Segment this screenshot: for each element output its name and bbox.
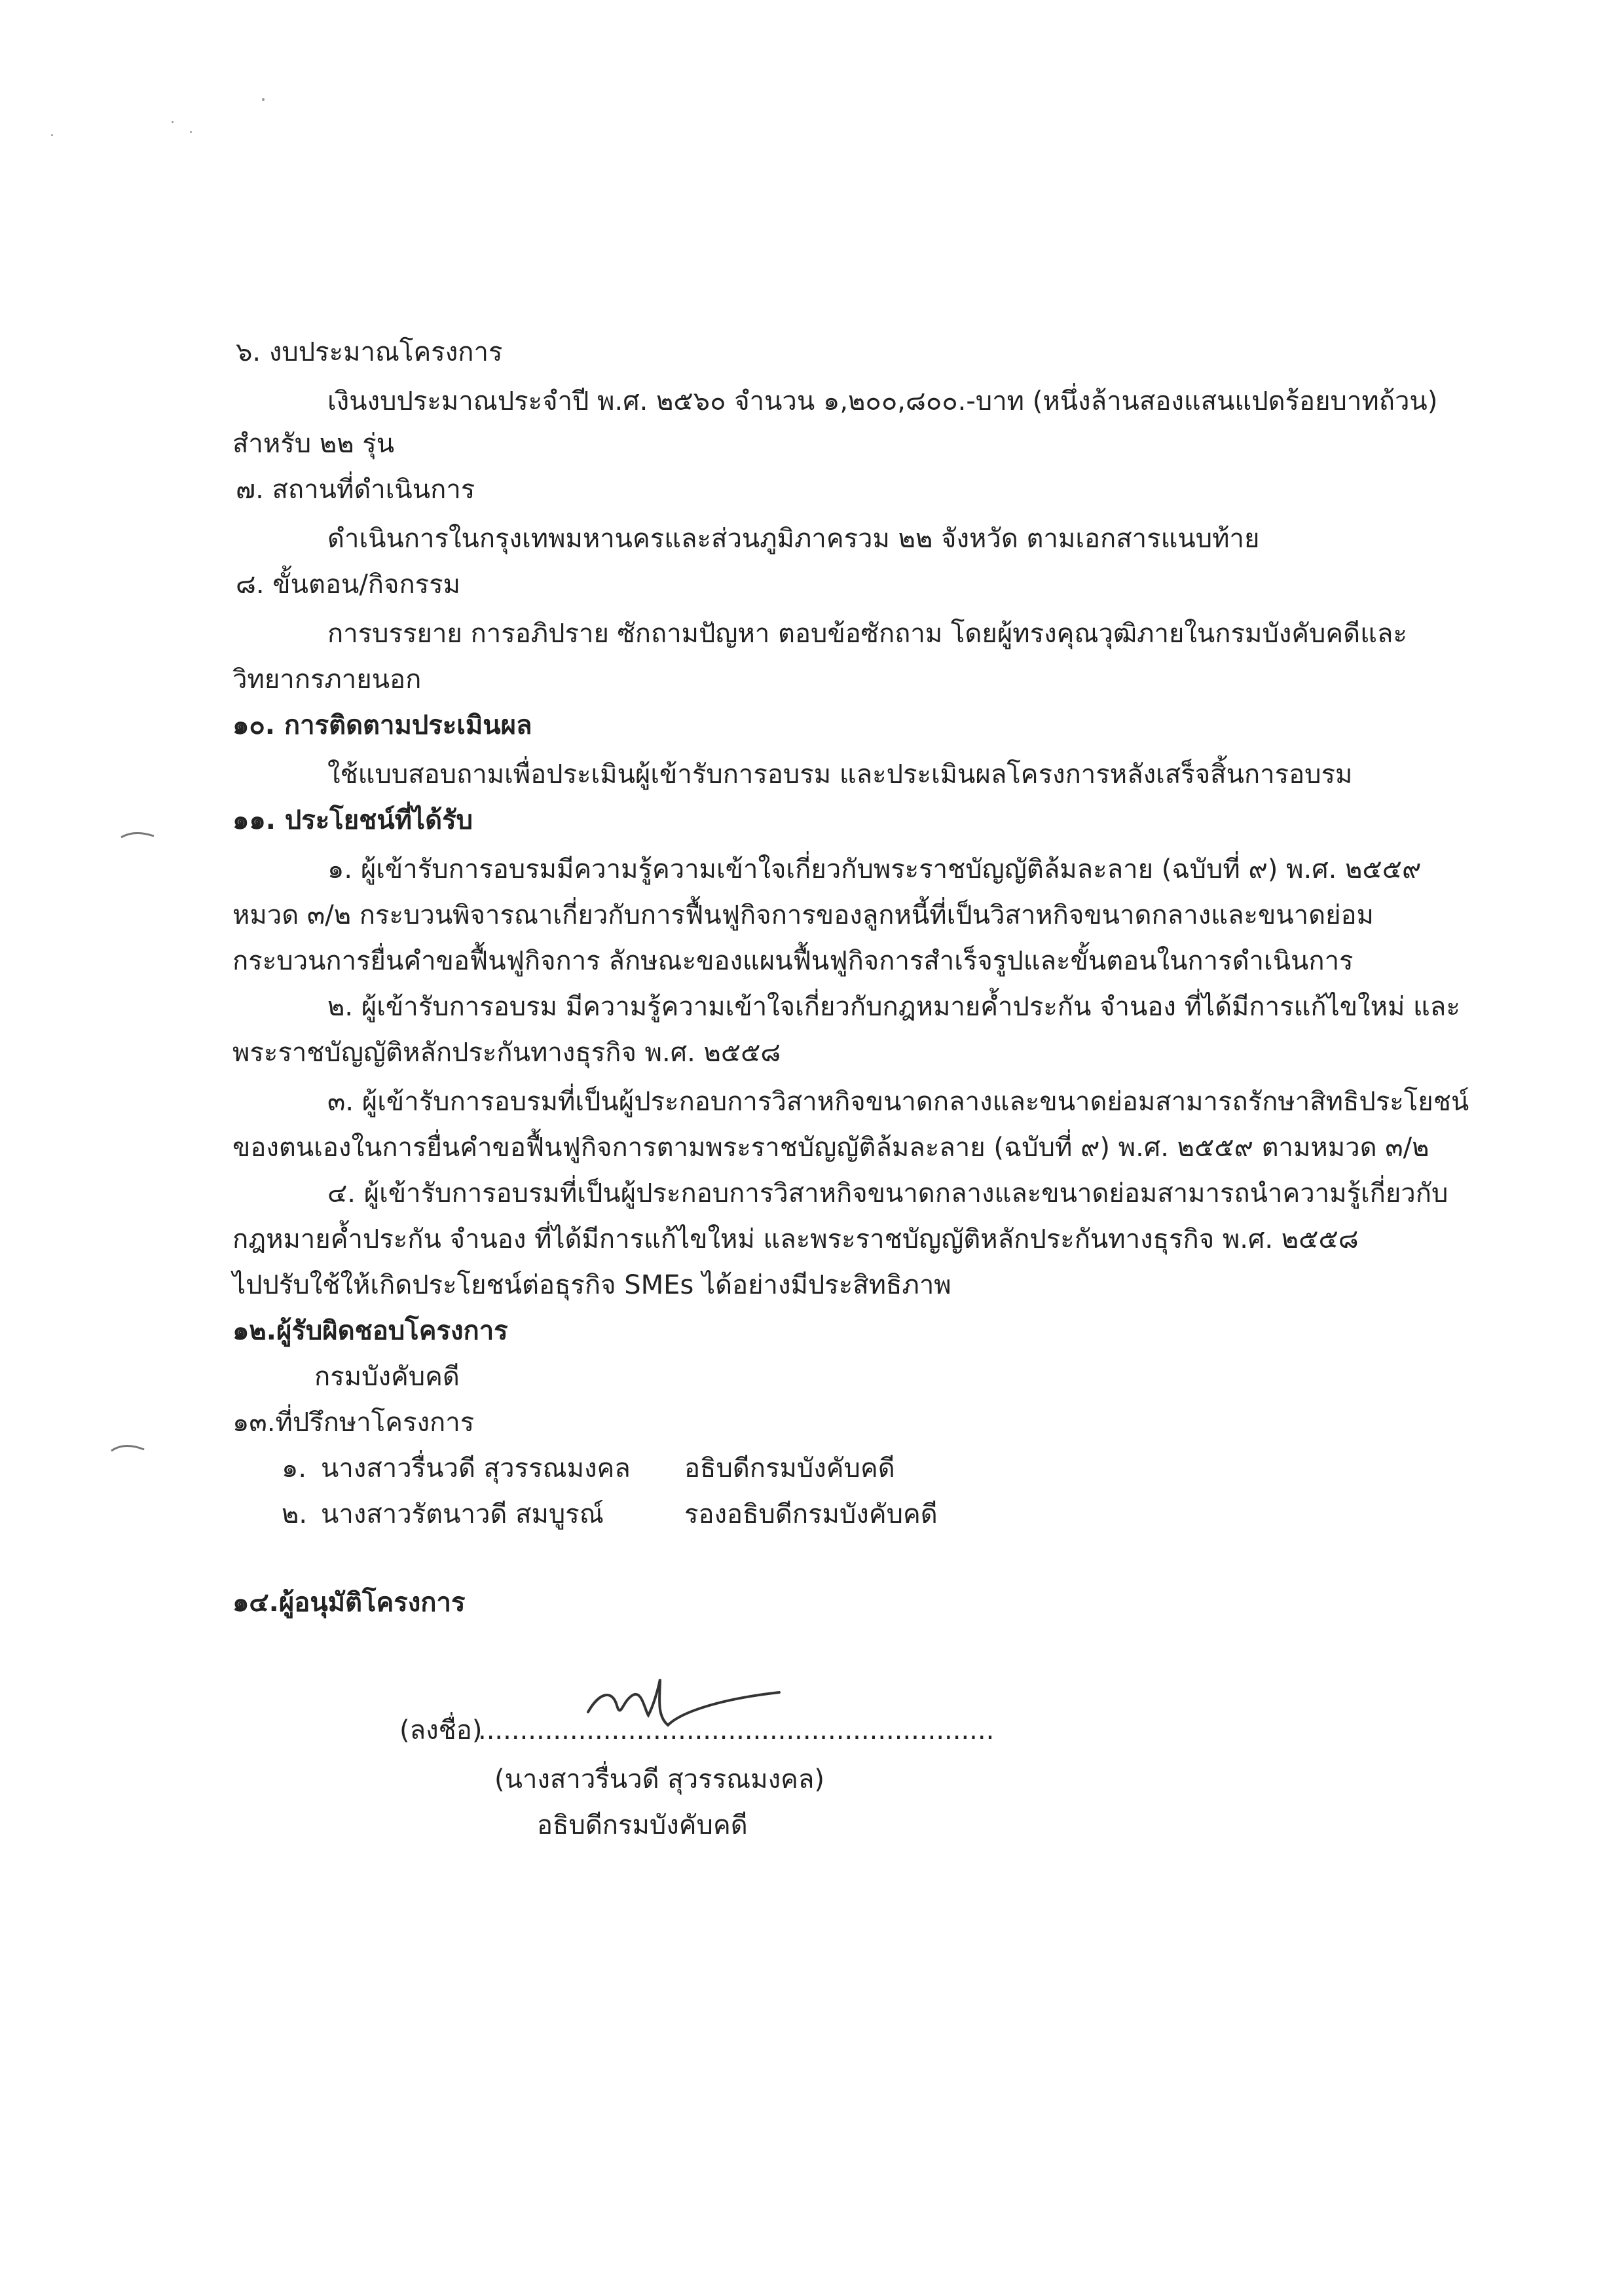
punch-hole-mark <box>108 1440 147 1456</box>
benefit-1-line1: ๑. ผู้เข้ารับการอบรมมีความรู้ความเข้าใจเกี่ยวกับพระราชบัญญัติล้มละลาย (ฉบับที่ ๙) พ.ศ. ๒๕๕๙ <box>327 854 1422 884</box>
section-10-heading: ๑๐. การติดตามประเมินผล <box>232 710 532 740</box>
benefit-3-line2: ของตนเองในการยื่นคำขอฟื้นฟูกิจการตามพระราชบัญญัติล้มละลาย (ฉบับที่ ๙) พ.ศ. ๒๕๕๙ ตามหมวด ๓/๒ <box>232 1133 1430 1163</box>
advisor-1-num: ๑. <box>282 1453 307 1484</box>
section-6-body-line2: สำหรับ ๒๒ รุ่น <box>232 429 395 459</box>
signatory-position: อธิบดีกรมบังคับคดี <box>537 1810 748 1840</box>
punch-hole-mark <box>118 828 157 841</box>
section-6-body-line1: เงินงบประมาณประจำปี พ.ศ. ๒๕๖๐ จำนวน ๑,๒๐๐,๘๐๐.-บาท (หนึ่งล้านสองแสนแปดร้อยบาทถ้วน) <box>327 386 1438 416</box>
section-7-body: ดำเนินการในกรุงเทพมหานครและส่วนภูมิภาครวม ๒๒ จังหวัด ตามเอกสารแนบท้าย <box>327 524 1260 554</box>
advisor-1-title: อธิบดีกรมบังคับคดี <box>684 1453 895 1484</box>
benefit-1-line2: หมวด ๓/๒ กระบวนพิจารณาเกี่ยวกับการฟื้นฟูกิจการของลูกหนี้ที่เป็นวิสาหกิจขนาดกลางและขนาดย่อม <box>232 900 1374 930</box>
benefit-1-line3: กระบวนการยื่นคำขอฟื้นฟูกิจการ ลักษณะของแผนฟื้นฟูกิจการสำเร็จรูปและขั้นตอนในการดำเนินการ <box>232 946 1354 976</box>
benefit-3-line1: ๓. ผู้เข้ารับการอบรมที่เป็นผู้ประกอบการวิสาหกิจขนาดกลางและขนาดย่อมสามารถรักษาสิทธิประโยชน์ <box>327 1087 1469 1117</box>
section-8-body-line2: วิทยากรภายนอก <box>232 665 422 695</box>
benefit-4-line3: ไปปรับใช้ให้เกิดประโยชน์ต่อธุรกิจ SMEs ได้อย่างมีประสิทธิภาพ <box>232 1270 951 1300</box>
sign-label: (ลงชื่อ) <box>399 1715 483 1745</box>
benefit-4-line1: ๔. ผู้เข้ารับการอบรมที่เป็นผู้ประกอบการวิสาหกิจขนาดกลางและขนาดย่อมสามารถนำความรู้เกี่ยวกับ <box>327 1178 1449 1209</box>
section-8-body-line1: การบรรยาย การอภิปราย ซักถามปัญหา ตอบข้อซักถาม โดยผู้ทรงคุณวุฒิภายในกรมบังคับคดีและ <box>327 619 1407 649</box>
section-13-heading: ๑๓.ที่ปรึกษาโครงการ <box>232 1408 475 1438</box>
advisor-2-num: ๒. <box>282 1499 308 1529</box>
section-6-heading: ๖. งบประมาณโครงการ <box>236 337 503 367</box>
section-12-body: กรมบังคับคดี <box>314 1362 460 1392</box>
advisor-1-name: นางสาวรื่นวดี สุวรรณมงคล <box>321 1453 631 1484</box>
section-12-heading: ๑๒.ผู้รับผิดชอบโครงการ <box>232 1316 508 1346</box>
scan-speck <box>190 131 192 133</box>
section-10-body: ใช้แบบสอบถามเพื่อประเมินผู้เข้ารับการอบรม และประเมินผลโครงการหลังเสร็จสิ้นการอบรม <box>327 759 1353 790</box>
benefit-2-line1: ๒. ผู้เข้ารับการอบรม มีความรู้ความเข้าใจเกี่ยวกับกฎหมายค้ำประกัน จำนอง ที่ได้มีการแก้ไขใหม่ และ <box>327 992 1460 1022</box>
benefit-4-line2: กฎหมายค้ำประกัน จำนอง ที่ได้มีการแก้ไขใหม่ และพระราชบัญญัติหลักประกันทางธุรกิจ พ.ศ. ๒๕๕๘ <box>232 1224 1359 1254</box>
advisor-2-name: นางสาวรัตนาวดี สมบูรณ์ <box>321 1499 604 1529</box>
signature-dotted-line: .............................................................. <box>478 1715 995 1745</box>
benefit-2-line2: พระราชบัญญัติหลักประกันทางธุรกิจ พ.ศ. ๒๕๕๘ <box>232 1038 781 1068</box>
section-14-heading: ๑๔.ผู้อนุมัติโครงการ <box>232 1588 466 1618</box>
section-11-heading: ๑๑. ประโยชน์ที่ได้รับ <box>232 805 473 835</box>
scan-speck <box>51 134 53 136</box>
section-8-heading: ๘. ขั้นตอน/กิจกรรม <box>236 570 461 600</box>
signatory-name: (นางสาวรื่นวดี สุวรรณมงคล) <box>494 1764 824 1795</box>
scan-speck <box>172 121 174 123</box>
scan-speck <box>262 98 265 101</box>
section-7-heading: ๗. สถานที่ดำเนินการ <box>236 475 475 505</box>
advisor-2-title: รองอธิบดีกรมบังคับคดี <box>684 1499 938 1529</box>
